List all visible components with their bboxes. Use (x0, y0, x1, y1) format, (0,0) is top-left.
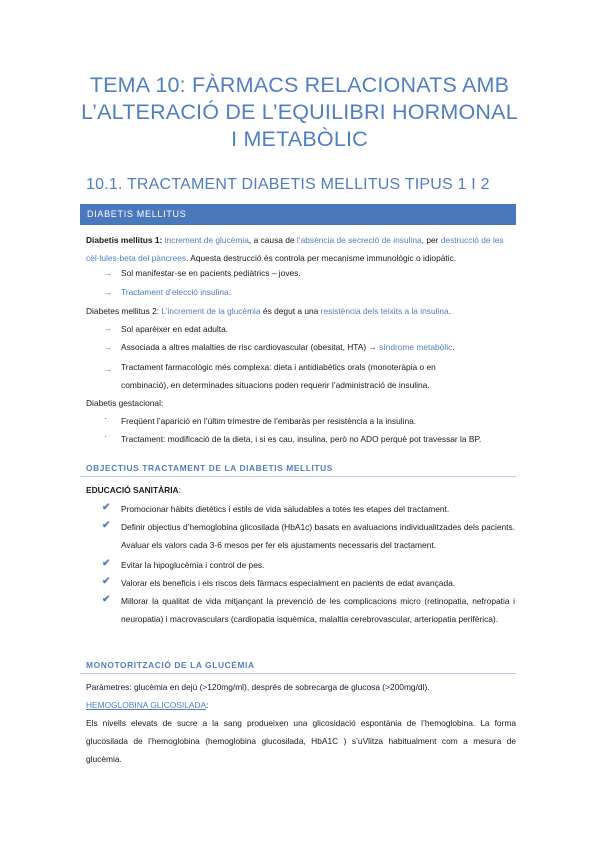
objectius-sub-colon: : (178, 485, 181, 495)
title-line-3: I METABÒLIC (231, 127, 368, 151)
dm2-label: Diabetes mellitus 2: (86, 306, 160, 316)
objective-item-3: Evitar la hipoglucèmia i control de pes. (121, 560, 265, 570)
objective-item-2: Definir objectius d’hemoglobina glicosilada (HbA1c) basats en avaluacions individualitzades dels pacients. Avaluar els valors cada 3-6 mesos per fer els ajustaments necessaris del tractament. (121, 522, 515, 550)
dm1-highlight-4: de les cèl·lules-beta del pàncrees (86, 235, 504, 263)
dm2-arrow2-text: Associada a altres malalties de risc cardiovascular (obesitat, HTA) → (121, 342, 380, 352)
check-icon: ✔ (102, 594, 111, 605)
dm2-paragraph (86, 305, 451, 318)
gest-label: Diabetis gestacional: (86, 398, 164, 408)
check-icon: ✔ (102, 502, 111, 513)
dm1-paragraph (86, 231, 516, 267)
arrow-icon: → (103, 364, 112, 374)
section-bar (80, 204, 516, 225)
objectius-heading: OBJECTIUS TRACTAMENT DE LA DIABETIS MELLITUS (86, 463, 333, 473)
dm1-arrow-item-1: Sol manifestar-se en pacients pediàtrics – joves. (121, 268, 301, 278)
dm2-highlight-1: L’increment de la glucèmia (161, 306, 261, 316)
arrow-icon: → (103, 268, 112, 278)
arrow-icon: → (103, 323, 112, 333)
bullet-icon: · (104, 432, 107, 441)
dm1-label: Diabetis mellitus 1: (86, 235, 163, 245)
title-line-1: TEMA 10: FÀRMACS RELACIONATS AMB (89, 73, 510, 97)
hb-paragraph: Els nivells elevats de sucre a la sang produeixen una glicosidació espontània de l’hemoglobina. La forma glucosilada de l’hemoglobina (hemoglobina glucosilada, HbA1C ) s’uVlitza habitualment com a mesura de glucèmia. (86, 718, 516, 764)
dm1-highlight-3: destrucció (440, 235, 479, 245)
objective-item-4: Valorar els beneficis i els riscos dels fàrmacs especialment en pacients de edat avançada. (121, 578, 456, 588)
check-icon: ✔ (102, 576, 111, 587)
section-divider (80, 673, 516, 674)
dm2-arrow-item-2 (121, 338, 455, 356)
monitor-heading: MONOTORITZACIÓ DE LA GLUCÈMIA (86, 660, 255, 670)
dm2-arrow3-line-2: combinació), en determinades situacions poden requerir l’administració de insulina. (121, 380, 430, 390)
title-line-2: L’ALTERACIÓ DE L’EQUILIBRI HORMONAL (81, 100, 518, 124)
gest-bullet-1: Freqüent l’aparició en l’últim trimestre de l’embaràs per resistència a la insulina. (121, 416, 417, 426)
dm2-text-4: . (448, 306, 452, 316)
section-subtitle: 10.1. TRACTAMENT DIABETIS MELLITUS TIPUS 1 I 2 (86, 176, 490, 193)
dm2-highlight-2: resistència dels teixits a la insulina (320, 306, 449, 316)
check-icon: ✔ (102, 520, 111, 531)
dm1-text-4: , per (421, 235, 441, 245)
page-title (60, 72, 539, 153)
dm2-text-2: és degut a una (260, 306, 321, 316)
objective-item-1: Promocionar hàbits dietètics i estils de vida saludables a totes les etapes del tractament. (121, 504, 450, 514)
objectius-sub (86, 484, 181, 497)
monitor-params: Paràmetres: glucèmia en dejú (>120mg/ml), després de sobrecarga de glucosa (>200mg/dl). (86, 682, 430, 692)
dm1-text-7: . Aquesta destrucció és controla per mecanisme immunològic o idiopàtic. (186, 253, 457, 263)
section-bar-label: DIABETIS MELLITUS (87, 209, 187, 219)
objectius-sub-label: EDUCACIÓ SANITÀRIA (86, 485, 179, 495)
dm2-arrow3-line-1: Tractament farmacològic més complexa: dieta i antidiabètics orals (monoteràpia o en (121, 362, 436, 372)
dm2-arrow-item-3 (121, 358, 436, 394)
dm2-arrow-item-1: Sol aparèixer en edat adulta. (121, 324, 229, 334)
dm1-highlight-1: increment de glucèmia (164, 235, 249, 245)
bullet-icon: · (104, 414, 107, 423)
gest-bullet-2: Tractament: modificació de la dieta, i si es cau, insulina, però no ADO perquè pot travessar la BP. (121, 434, 482, 444)
hb-label-line (86, 699, 208, 712)
dm2-arrow2-end: . (452, 342, 455, 352)
dm1-text-2: , a causa de (248, 235, 297, 245)
section-divider (80, 476, 516, 477)
hb-colon: : (206, 700, 209, 710)
check-icon: ✔ (102, 558, 111, 569)
dm1-highlight-2: l’absència de secreció de insulina (296, 235, 422, 245)
dm1-arrow-item-2: Tractament d’elecció insulina. (121, 287, 232, 297)
arrow-icon: → (103, 287, 112, 297)
hb-label: HEMOGLOBINA GLICOSILADA (86, 700, 207, 710)
arrow-icon: → (103, 342, 112, 352)
objective-item-5: Millorar la qualitat de vida mitjançant la prevenció de les complicacions micro (retinopatia, nefropatia i neuropatia) i macrovasculars (cardiopatia isquèmica, malaltia cerebrovascular, arteriopatia perifèrica). (121, 596, 515, 624)
dm2-arrow2-highlight: síndrome metabòlic (379, 342, 453, 352)
